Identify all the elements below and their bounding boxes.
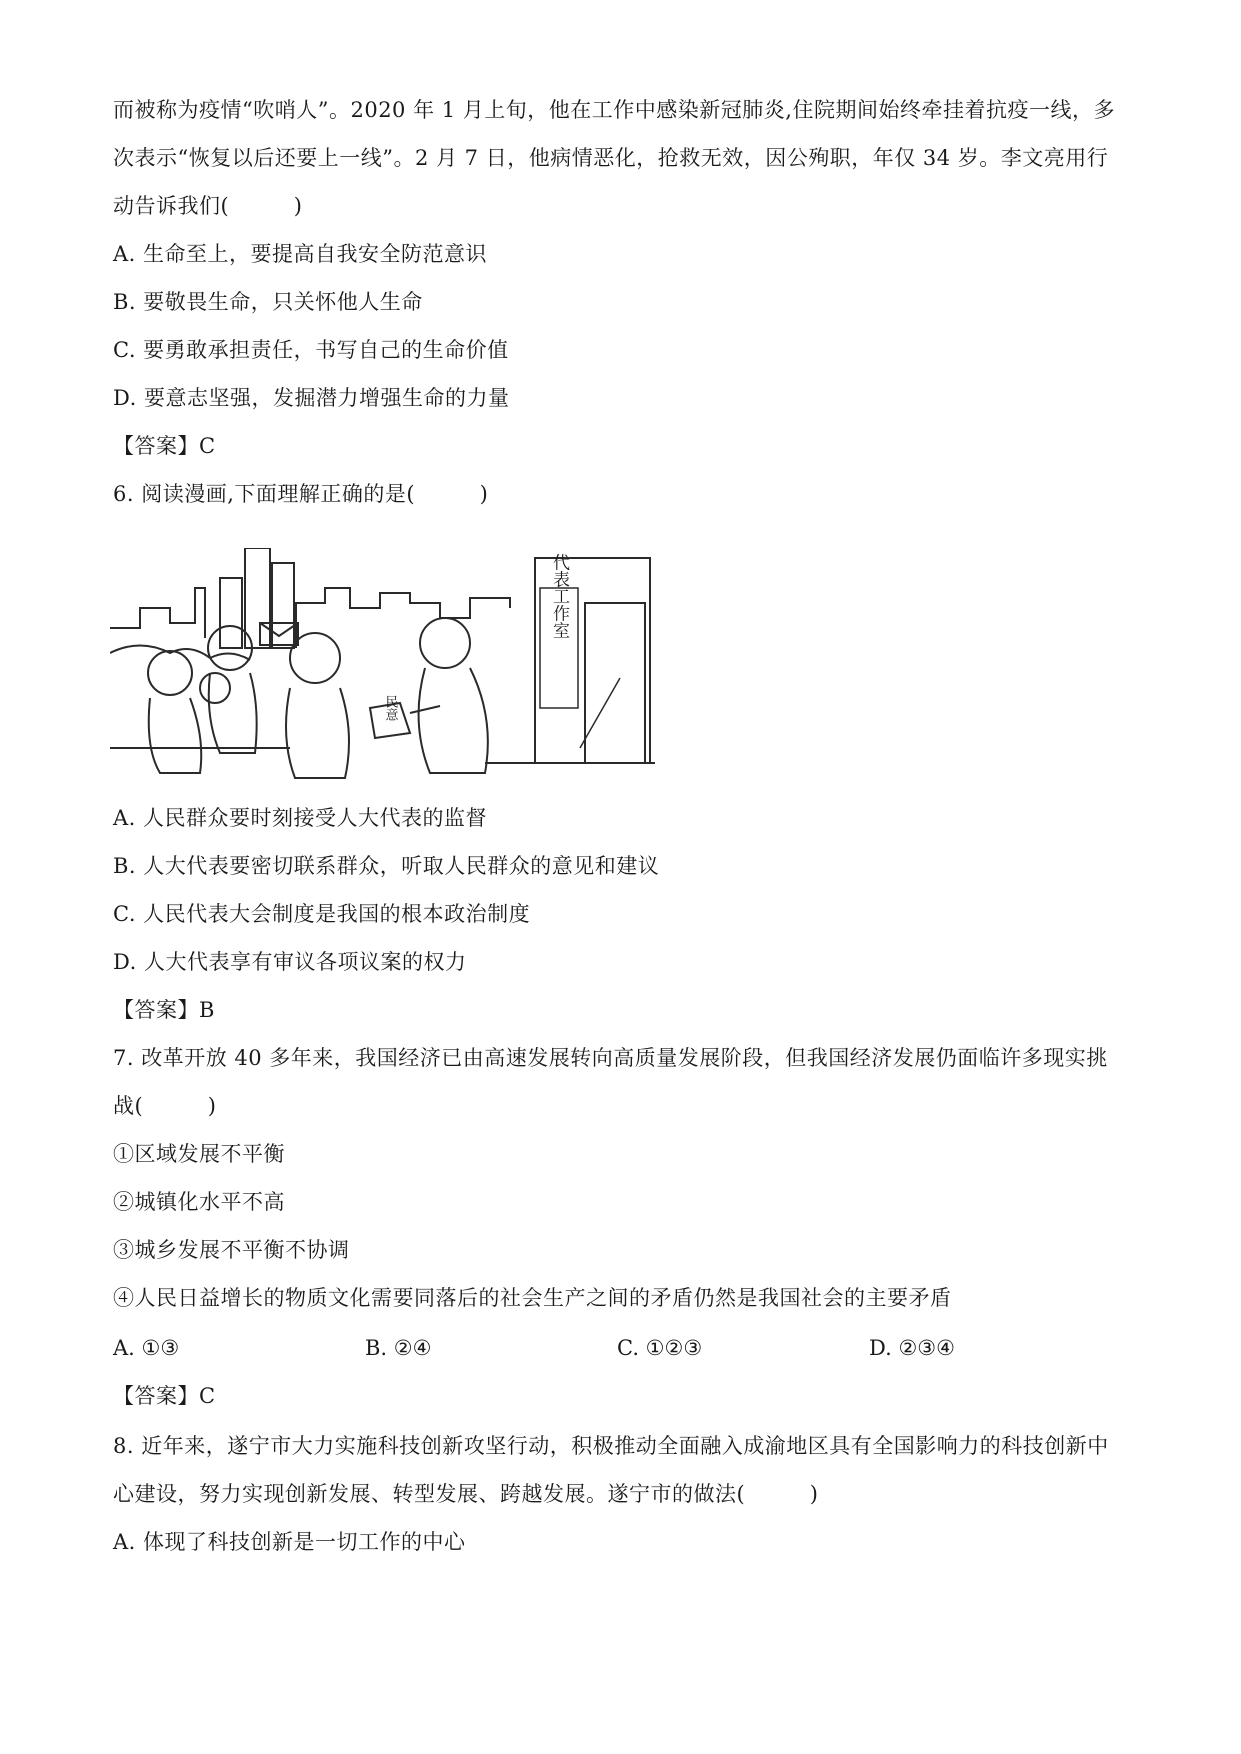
- q5-stem-line-3: 动告诉我们( ): [113, 194, 303, 218]
- q6-option-b: B. 人大代表要密切联系群众，听取人民群众的意见和建议: [113, 854, 660, 878]
- q5-option-b: B. 要敬畏生命，只关怀他人生命: [113, 290, 423, 314]
- q5-stem-line-2: 次表示“恢复以后还要上一线”。2 月 7 日，他病情恶化，抢救无效，因公殉职，年仅 34 岁。李文亮用行: [113, 146, 1109, 170]
- q6-option-d: D. 人大代表享有审议各项议案的权力: [113, 950, 467, 974]
- q8-option-a: A. 体现了科技创新是一切工作的中心: [113, 1530, 466, 1554]
- public-opinion-paper-text: 民意: [382, 695, 398, 721]
- q7-option-b: B. ②④: [365, 1336, 432, 1360]
- cartoon-image: [110, 548, 655, 780]
- q7-item-4: ④人民日益增长的物质文化需要同落后的社会生产之间的矛盾仍然是我国社会的主要矛盾: [113, 1286, 952, 1310]
- q7-answer: 【答案】C: [113, 1384, 216, 1408]
- q7-option-a: A. ①③: [113, 1336, 180, 1360]
- office-sign-text: 代表工作室: [549, 553, 569, 639]
- q7-item-1: ①区域发展不平衡: [113, 1142, 285, 1166]
- q7-stem-line-2: 战( ): [113, 1094, 217, 1118]
- q6-stem: 6. 阅读漫画,下面理解正确的是( ): [113, 482, 489, 506]
- q5-answer: 【答案】C: [113, 434, 216, 458]
- q7-stem-line-1: 7. 改革开放 40 多年来，我国经济已由高速发展转向高质量发展阶段，但我国经济发展仍面临许多现实挑: [113, 1046, 1108, 1070]
- q5-option-d: D. 要意志坚强，发掘潜力增强生命的力量: [113, 386, 510, 410]
- q7-item-2: ②城镇化水平不高: [113, 1190, 285, 1214]
- q8-stem-line-1: 8. 近年来，遂宁市大力实施科技创新攻坚行动，积极推动全面融入成渝地区具有全国影响力的科技创新中: [113, 1434, 1109, 1458]
- q6-option-a: A. 人民群众要时刻接受人大代表的监督: [113, 806, 488, 830]
- q6-answer: 【答案】B: [113, 998, 215, 1022]
- q7-option-c: C. ①②③: [617, 1336, 703, 1360]
- q7-option-d: D. ②③④: [869, 1336, 955, 1360]
- q6-option-c: C. 人民代表大会制度是我国的根本政治制度: [113, 902, 531, 926]
- q5-option-a: A. 生命至上，要提高自我安全防范意识: [113, 242, 488, 266]
- q5-option-c: C. 要勇敢承担责任，书写自己的生命价值: [113, 338, 509, 362]
- q7-item-3: ③城乡发展不平衡不协调: [113, 1238, 350, 1262]
- q5-stem-line-1: 而被称为疫情“吹哨人”。2020 年 1 月上旬，他在工作中感染新冠肺炎,住院期间始终牵挂着抗疫一线，多: [113, 98, 1115, 122]
- q8-stem-line-2: 心建设，努力实现创新发展、转型发展、跨越发展。遂宁市的做法( ): [113, 1482, 819, 1506]
